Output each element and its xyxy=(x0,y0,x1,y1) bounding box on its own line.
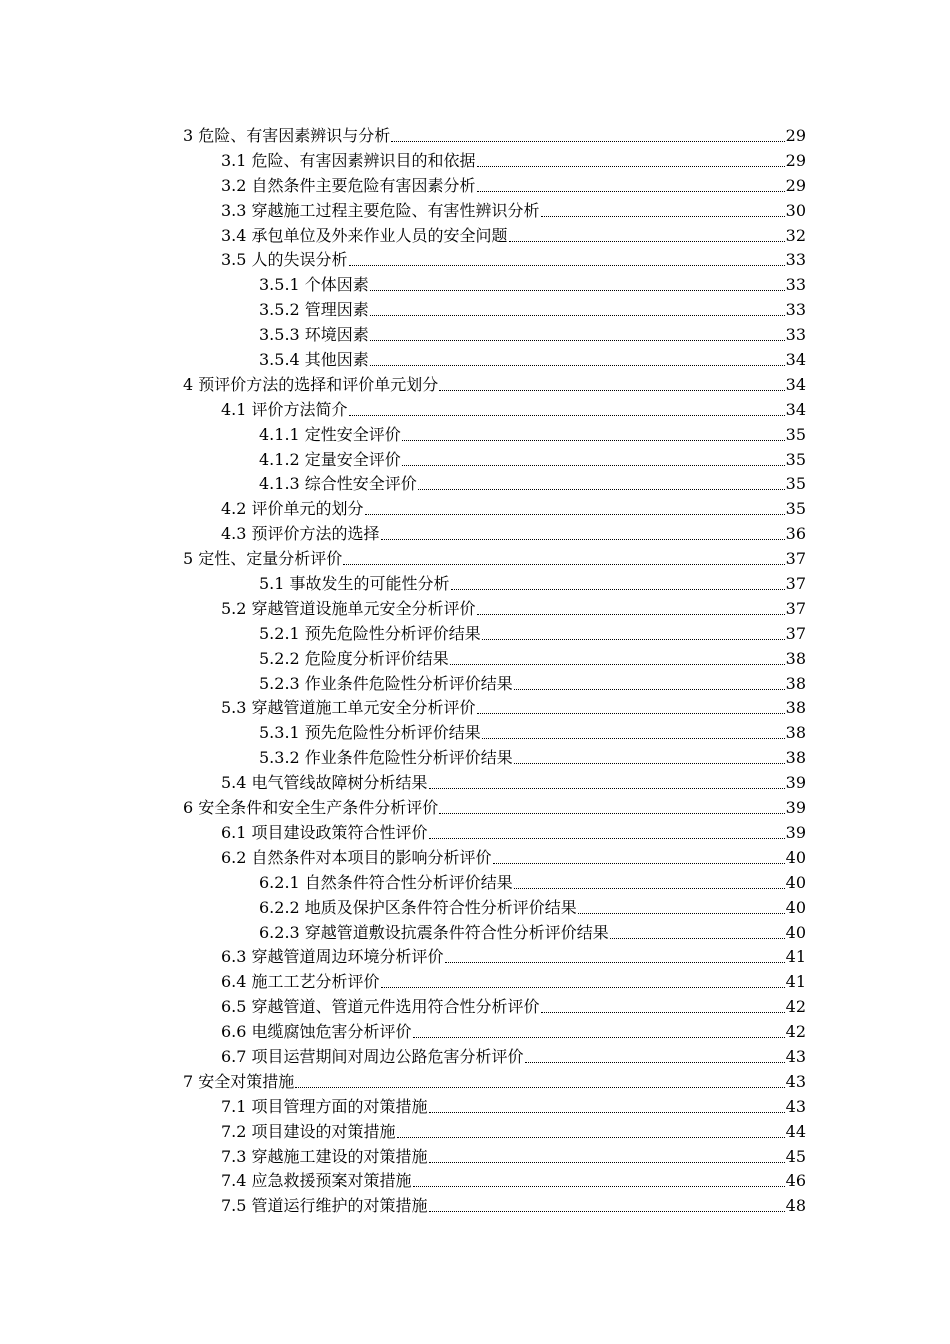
toc-dot-leader xyxy=(578,899,785,914)
toc-entry-page-number: 41 xyxy=(785,947,806,967)
toc-dot-leader xyxy=(413,1172,785,1187)
toc-entry[interactable] xyxy=(0,771,950,796)
toc-dot-leader xyxy=(514,749,785,764)
toc-dot-leader xyxy=(413,1023,785,1038)
toc-entry-title: 5.3.1 预先危险性分析评价结果 xyxy=(259,723,481,743)
toc-dot-leader xyxy=(402,451,785,466)
toc-entry[interactable] xyxy=(0,995,950,1020)
toc-dot-leader xyxy=(477,152,785,167)
toc-entry-title: 3.4 承包单位及外来作业人员的安全问题 xyxy=(221,225,508,245)
toc-dot-leader xyxy=(429,1197,785,1212)
toc-entry-page-number: 43 xyxy=(785,1071,806,1091)
toc-entry-title: 3.5.3 环境因素 xyxy=(259,325,369,345)
toc-entry-title: 6.2.2 地质及保护区条件符合性分析评价结果 xyxy=(259,897,577,917)
toc-entry[interactable] xyxy=(0,423,950,448)
toc-entry-page-number: 43 xyxy=(785,1096,806,1116)
toc-entry-title: 5 定性、定量分析评价 xyxy=(183,549,343,569)
toc-entry[interactable] xyxy=(0,1045,950,1070)
toc-dot-leader xyxy=(391,127,784,142)
toc-entry-page-number: 40 xyxy=(785,872,806,892)
toc-dot-leader xyxy=(477,699,785,714)
toc-entry-page-number: 37 xyxy=(785,574,806,594)
toc-dot-leader xyxy=(370,351,785,366)
toc-entry-page-number: 35 xyxy=(785,424,806,444)
toc-entry[interactable] xyxy=(0,821,950,846)
toc-entry[interactable] xyxy=(0,1145,950,1170)
toc-entry-title: 3.2 自然条件主要危险有害因素分析 xyxy=(221,175,476,195)
toc-dot-leader xyxy=(482,724,785,739)
toc-entry-page-number: 37 xyxy=(785,549,806,569)
toc-entry-title: 7.4 应急救援预案对策措施 xyxy=(221,1171,412,1191)
toc-dot-leader xyxy=(509,227,785,242)
toc-entry-title: 7.5 管道运行维护的对策措施 xyxy=(221,1196,428,1216)
toc-dot-leader xyxy=(450,650,785,665)
toc-entry[interactable] xyxy=(0,348,950,373)
toc-entry-title: 5.4 电气管线故障树分析结果 xyxy=(221,773,428,793)
toc-entry[interactable] xyxy=(0,846,950,871)
toc-entry[interactable] xyxy=(0,497,950,522)
table-of-contents xyxy=(0,124,950,1219)
toc-entry-title: 5.2.3 作业条件危险性分析评价结果 xyxy=(259,673,513,693)
toc-entry[interactable] xyxy=(0,672,950,697)
toc-entry[interactable] xyxy=(0,572,950,597)
toc-entry-page-number: 40 xyxy=(785,897,806,917)
toc-entry-page-number: 34 xyxy=(785,374,806,394)
toc-entry-title: 3.1 危险、有害因素辨识目的和依据 xyxy=(221,150,476,170)
toc-dot-leader xyxy=(541,202,785,217)
toc-dot-leader xyxy=(397,1123,785,1138)
toc-entry[interactable] xyxy=(0,273,950,298)
toc-dot-leader xyxy=(439,376,784,391)
toc-entry-page-number: 38 xyxy=(785,648,806,668)
toc-entry-title: 6.2 自然条件对本项目的影响分析评价 xyxy=(221,847,492,867)
toc-entry-title: 6.4 施工工艺分析评价 xyxy=(221,972,380,992)
toc-entry[interactable] xyxy=(0,746,950,771)
toc-entry[interactable] xyxy=(0,721,950,746)
toc-dot-leader xyxy=(445,948,785,963)
toc-entry[interactable] xyxy=(0,298,950,323)
toc-dot-leader xyxy=(429,774,785,789)
toc-entry[interactable] xyxy=(0,696,950,721)
toc-entry[interactable] xyxy=(0,547,950,572)
toc-dot-leader xyxy=(525,1048,785,1063)
toc-dot-leader xyxy=(418,475,785,490)
toc-entry-page-number: 32 xyxy=(785,225,806,245)
toc-entry-title: 3.3 穿越施工过程主要危险、有害性辨识分析 xyxy=(221,200,540,220)
toc-entry-page-number: 43 xyxy=(785,1046,806,1066)
toc-entry-title: 7.1 项目管理方面的对策措施 xyxy=(221,1096,428,1116)
toc-entry[interactable] xyxy=(0,448,950,473)
toc-entry[interactable] xyxy=(0,149,950,174)
toc-entry-page-number: 34 xyxy=(785,350,806,370)
toc-entry-title: 5.2.1 预先危险性分析评价结果 xyxy=(259,623,481,643)
toc-dot-leader xyxy=(477,177,785,192)
toc-entry[interactable] xyxy=(0,647,950,672)
toc-entry-page-number: 33 xyxy=(785,275,806,295)
toc-entry-page-number: 38 xyxy=(785,748,806,768)
toc-dot-leader xyxy=(370,301,785,316)
toc-entry-title: 6.1 项目建设政策符合性评价 xyxy=(221,822,428,842)
toc-entry[interactable] xyxy=(0,373,950,398)
toc-dot-leader xyxy=(541,998,785,1013)
toc-entry-title: 6.3 穿越管道周边环境分析评价 xyxy=(221,947,444,967)
toc-entry[interactable] xyxy=(0,1194,950,1219)
toc-entry-title: 7.3 穿越施工建设的对策措施 xyxy=(221,1146,428,1166)
toc-entry-page-number: 35 xyxy=(785,499,806,519)
toc-entry-title: 6.2.1 自然条件符合性分析评价结果 xyxy=(259,872,513,892)
toc-entry-page-number: 29 xyxy=(785,126,806,145)
toc-entry-page-number: 35 xyxy=(785,449,806,469)
toc-entry-title: 6 安全条件和安全生产条件分析评价 xyxy=(183,798,439,818)
toc-dot-leader xyxy=(514,675,785,690)
toc-entry[interactable] xyxy=(0,970,950,995)
toc-entry[interactable] xyxy=(0,1169,950,1194)
toc-dot-leader xyxy=(370,276,785,291)
toc-entry[interactable] xyxy=(0,921,950,946)
toc-entry-title: 5.2 穿越管道设施单元安全分析评价 xyxy=(221,598,476,618)
toc-entry[interactable] xyxy=(0,124,950,149)
toc-entry-page-number: 29 xyxy=(785,150,806,170)
toc-entry-page-number: 40 xyxy=(785,922,806,942)
toc-entry-page-number: 39 xyxy=(785,822,806,842)
toc-dot-leader xyxy=(429,1098,785,1113)
toc-entry-title: 3 危险、有害因素辨识与分析 xyxy=(183,126,391,145)
toc-dot-leader xyxy=(365,500,785,515)
toc-entry-title: 6.5 穿越管道、管道元件选用符合性分析评价 xyxy=(221,997,540,1017)
toc-entry[interactable] xyxy=(0,398,950,423)
toc-entry-title: 6.2.3 穿越管道敷设抗震条件符合性分析评价结果 xyxy=(259,922,609,942)
toc-entry-page-number: 35 xyxy=(785,474,806,494)
toc-entry-page-number: 38 xyxy=(785,698,806,718)
toc-entry[interactable] xyxy=(0,522,950,547)
toc-entry-page-number: 44 xyxy=(785,1121,806,1141)
toc-dot-leader xyxy=(349,401,785,416)
toc-dot-leader xyxy=(477,600,785,615)
toc-dot-leader xyxy=(482,625,785,640)
toc-dot-leader xyxy=(439,799,784,814)
toc-entry[interactable] xyxy=(0,871,950,896)
toc-entry-title: 5.2.2 危险度分析评价结果 xyxy=(259,648,449,668)
toc-entry-page-number: 42 xyxy=(785,1022,806,1042)
toc-entry[interactable] xyxy=(0,224,950,249)
toc-entry[interactable] xyxy=(0,199,950,224)
toc-entry-page-number: 40 xyxy=(785,847,806,867)
toc-entry-page-number: 45 xyxy=(785,1146,806,1166)
toc-entry-title: 7 安全对策措施 xyxy=(183,1071,295,1091)
toc-dot-leader xyxy=(429,824,785,839)
toc-entry-title: 3.5.2 管理因素 xyxy=(259,300,369,320)
toc-dot-leader xyxy=(514,874,785,889)
toc-dot-leader xyxy=(343,550,784,565)
toc-entry[interactable] xyxy=(0,472,950,497)
toc-entry-page-number: 42 xyxy=(785,997,806,1017)
toc-dot-leader xyxy=(295,1073,784,1088)
toc-entry-page-number: 30 xyxy=(785,200,806,220)
toc-entry[interactable] xyxy=(0,1070,950,1095)
toc-entry-page-number: 48 xyxy=(785,1196,806,1216)
toc-dot-leader xyxy=(610,924,785,939)
toc-dot-leader xyxy=(451,575,785,590)
toc-dot-leader xyxy=(429,1148,785,1163)
toc-dot-leader xyxy=(381,973,785,988)
toc-entry[interactable] xyxy=(0,945,950,970)
toc-entry-page-number: 33 xyxy=(785,300,806,320)
toc-entry-title: 4.1.1 定性安全评价 xyxy=(259,424,401,444)
toc-dot-leader xyxy=(349,251,785,266)
toc-entry-title: 4.3 预评价方法的选择 xyxy=(221,524,380,544)
toc-entry-title: 3.5.1 个体因素 xyxy=(259,275,369,295)
toc-entry-page-number: 39 xyxy=(785,798,806,818)
toc-entry-page-number: 38 xyxy=(785,673,806,693)
toc-entry-title: 7.2 项目建设的对策措施 xyxy=(221,1121,396,1141)
toc-entry[interactable] xyxy=(0,1020,950,1045)
toc-entry[interactable] xyxy=(0,174,950,199)
toc-entry-title: 6.7 项目运营期间对周边公路危害分析评价 xyxy=(221,1046,524,1066)
toc-entry-page-number: 34 xyxy=(785,399,806,419)
toc-entry-page-number: 39 xyxy=(785,773,806,793)
toc-entry[interactable] xyxy=(0,597,950,622)
toc-entry-title: 3.5 人的失误分析 xyxy=(221,250,348,270)
toc-entry-title: 5.3 穿越管道施工单元安全分析评价 xyxy=(221,698,476,718)
toc-entry[interactable] xyxy=(0,622,950,647)
toc-entry-title: 4.1.2 定量安全评价 xyxy=(259,449,401,469)
toc-entry-title: 4 预评价方法的选择和评价单元划分 xyxy=(183,374,439,394)
toc-entry-title: 5.3.2 作业条件危险性分析评价结果 xyxy=(259,748,513,768)
toc-entry[interactable] xyxy=(0,1120,950,1145)
toc-dot-leader xyxy=(493,849,785,864)
toc-entry-page-number: 37 xyxy=(785,623,806,643)
toc-entry-title: 3.5.4 其他因素 xyxy=(259,350,369,370)
toc-dot-leader xyxy=(381,525,785,540)
toc-entry-title: 5.1 事故发生的可能性分析 xyxy=(259,574,450,594)
toc-entry-page-number: 36 xyxy=(785,524,806,544)
toc-entry-page-number: 29 xyxy=(785,175,806,195)
toc-entry-page-number: 37 xyxy=(785,598,806,618)
toc-entry-page-number: 33 xyxy=(785,250,806,270)
toc-entry[interactable] xyxy=(0,896,950,921)
toc-entry-page-number: 33 xyxy=(785,325,806,345)
toc-entry-page-number: 38 xyxy=(785,723,806,743)
toc-entry[interactable] xyxy=(0,323,950,348)
toc-dot-leader xyxy=(402,426,785,441)
toc-entry-title: 4.2 评价单元的划分 xyxy=(221,499,364,519)
toc-entry[interactable] xyxy=(0,796,950,821)
toc-entry[interactable] xyxy=(0,248,950,273)
toc-entry-page-number: 46 xyxy=(785,1171,806,1191)
toc-entry-title: 6.6 电缆腐蚀危害分析评价 xyxy=(221,1022,412,1042)
toc-entry[interactable] xyxy=(0,1095,950,1120)
toc-entry-title: 4.1.3 综合性安全评价 xyxy=(259,474,417,494)
toc-dot-leader xyxy=(370,326,785,341)
toc-entry-page-number: 41 xyxy=(785,972,806,992)
toc-entry-title: 4.1 评价方法简介 xyxy=(221,399,348,419)
